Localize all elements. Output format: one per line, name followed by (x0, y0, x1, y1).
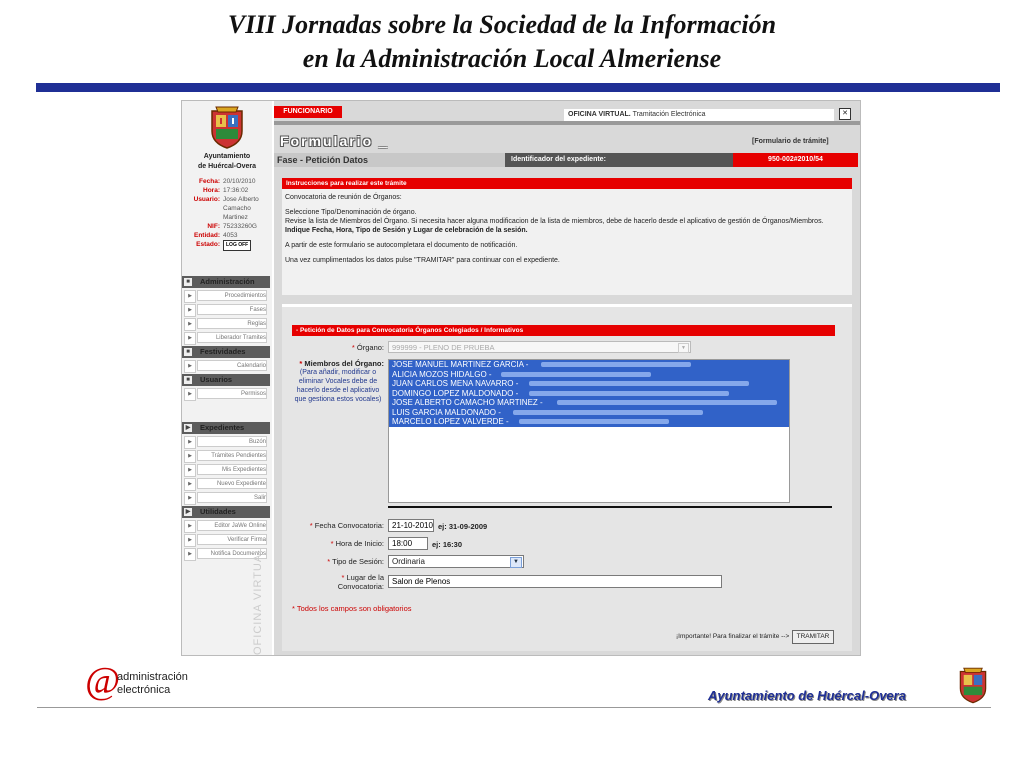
tipo-sesion-label (292, 557, 384, 566)
sidebar-item-label: Calendario (197, 360, 267, 371)
entidad-value: 4053 (223, 232, 238, 239)
required-asterisk: * (351, 343, 355, 352)
fecha-value: 20/10/2010 (223, 178, 256, 185)
instructions-header: Instrucciones para realizar este trámite (282, 178, 852, 189)
fecha-hint: ej: 31-09-2009 (438, 522, 488, 531)
list-item[interactable] (389, 417, 789, 427)
office-title-bold: OFICINA VIRTUAL. (568, 111, 631, 118)
form-panel (282, 304, 852, 651)
sidebar-item-label: Notifica Documentos (197, 548, 267, 559)
hora-hint: ej: 16:30 (432, 540, 463, 549)
tipo-sesion-value: Ordinaria (392, 557, 425, 566)
arrow-right-icon: ▶ (184, 304, 196, 317)
list-item[interactable] (389, 408, 789, 418)
municipality-line-1: Ayuntamiento (203, 153, 251, 160)
fecha-convocatoria-label-text: Fecha Convocatoria: (314, 521, 384, 530)
usuario-value: Jose Alberto Camacho Martinez (223, 196, 259, 221)
logo-line-2: electrónica (117, 684, 171, 696)
slide-title-line-1: VIII Jornadas sobre la Sociedad de la Información (227, 10, 777, 39)
organo-label (292, 343, 384, 352)
sidebar-item-label: Verificar Firma (197, 534, 267, 545)
finalize-note: ¡Importante! Para finalizar el trámite --> (676, 633, 790, 640)
arrow-right-icon: ▶ (184, 478, 196, 491)
chevron-down-icon: ▼ (510, 557, 522, 568)
title-divider-bar (36, 83, 1000, 92)
file-id-value: 950-002#2010/54 (733, 153, 858, 167)
session-info (186, 177, 270, 251)
member-name: LUIS GARCIA MALDONADO - (392, 407, 501, 417)
nif-label: NIF: (207, 223, 220, 230)
instruction-line: Indique Fecha, Hora, Tipo de Sesión y Lugar de celebración de la sesión. (285, 227, 528, 234)
lugar-input[interactable]: Salon de Plenos (388, 575, 722, 588)
list-item[interactable] (389, 360, 789, 370)
coat-of-arms-icon (208, 105, 246, 149)
office-title (564, 109, 834, 121)
footer-divider (37, 707, 991, 708)
sidebar-item-salir[interactable] (182, 492, 270, 504)
instruction-line: Convocatoria de reunión de Órganos: (285, 194, 402, 201)
arrow-right-icon: ▶ (184, 388, 196, 401)
list-item[interactable] (389, 398, 789, 408)
required-asterisk: * (327, 557, 331, 566)
arrow-right-icon: ▶ (184, 492, 196, 505)
form-title: Formulario _ (280, 133, 389, 149)
lugar-label-line-1: Lugar de la (346, 573, 384, 582)
sidebar-item-procedimientos[interactable] (182, 290, 270, 302)
list-item[interactable] (389, 389, 789, 399)
administracion-electronica-logo (85, 662, 215, 702)
sidebar-item-permisos[interactable] (182, 388, 270, 400)
tramitar-button[interactable]: TRAMITAR (792, 630, 834, 644)
member-name: JOSE MANUEL MARTINEZ GARCIA - (392, 360, 529, 369)
main-content (274, 101, 860, 655)
organo-select[interactable] (388, 341, 691, 353)
municipality-name (182, 152, 272, 172)
required-asterisk: * (299, 359, 303, 368)
miembros-help: (Para añadir, modificar o eliminar Vocales debe de hacerlo desde el aplicativo que gestiona estos vocales) (294, 369, 382, 403)
member-name: ALICIA MOZOS HIDALGO - (392, 369, 492, 379)
lugar-label (292, 573, 384, 591)
file-id-label: Identificador del expediente: (505, 153, 733, 167)
arrow-right-icon: ▶ (184, 450, 196, 463)
menu-header-usuarios[interactable] (182, 374, 270, 386)
sidebar-item-reglas[interactable] (182, 318, 270, 330)
phase-label: Fase - Petición Datos (274, 153, 507, 167)
close-icon[interactable]: ✕ (839, 108, 851, 120)
required-asterisk: * (330, 539, 334, 548)
menu-header-expedientes[interactable] (182, 422, 270, 434)
instruction-line: Seleccione Tipo/Denominación de órgano. (285, 209, 417, 216)
sidebar (182, 101, 272, 655)
sidebar-item-label: Trámites Pendientes (197, 450, 267, 461)
sidebar-item-nuevo-expediente[interactable] (182, 478, 270, 490)
sidebar-item-label: Mis Expedientes (197, 464, 267, 475)
member-name: MARCELO LOPEZ VALVERDE - (392, 417, 509, 426)
sidebar-item-buzon[interactable] (182, 436, 270, 448)
list-item[interactable] (389, 370, 789, 380)
menu-header-festividades[interactable] (182, 346, 270, 358)
coat-of-arms-icon (957, 666, 989, 704)
arrow-right-icon: ▶ (184, 520, 196, 533)
sidebar-item-label: Permisos (197, 388, 267, 399)
tipo-sesion-select[interactable] (388, 555, 524, 568)
organo-select-value: 999999 - PLENO DE PRUEBA (392, 343, 495, 352)
section-divider (388, 506, 832, 508)
arrow-right-icon: ▶ (184, 464, 196, 477)
tipo-sesion-label-text: Tipo de Sesión: (332, 557, 384, 566)
arrow-right-icon: ▶ (184, 436, 196, 449)
sidebar-item-label: Editor JaWe Online (197, 520, 267, 531)
menu-administracion (182, 276, 270, 402)
arrow-right-icon: ▶ (184, 548, 196, 561)
estado-label: Estado: (196, 241, 220, 248)
member-name: JUAN CARLOS MENA NAVARRO - (392, 379, 519, 388)
hora-value: 17:36:02 (223, 187, 249, 194)
hora-inicio-label-text: Hora de Inicio: (335, 539, 384, 548)
sidebar-item-label: Buzón (197, 436, 267, 447)
form-type: [Formulario de trámite] (752, 138, 829, 145)
menu-header-utilidades[interactable] (182, 506, 270, 518)
sidebar-watermark: OFICINA VIRTUAL (252, 546, 264, 655)
lock-icon: ■ (184, 376, 192, 384)
required-note: * Todos los campos son obligatorios (292, 604, 412, 613)
sidebar-item-label: Nuevo Expediente (197, 478, 267, 489)
menu-header-label: Festividades (200, 347, 246, 356)
required-asterisk: * (341, 573, 345, 582)
list-item[interactable] (389, 379, 789, 389)
menu-header-label: Usuarios (200, 375, 233, 384)
logo-line-1: administración (117, 671, 188, 683)
arrow-right-icon: ▶ (185, 425, 191, 431)
fecha-convocatoria-label (292, 521, 384, 530)
menu-header-label: Expedientes (200, 423, 245, 432)
section-header: - Petición de Datos para Convocatoria Órganos Colegiados / Informativos (292, 325, 835, 336)
instructions-box (282, 189, 852, 295)
menu-header-administracion[interactable] (182, 276, 270, 288)
entidad-label: Entidad: (194, 232, 220, 239)
arrow-right-icon: ▶ (184, 318, 196, 331)
menu-header-label: Administración (200, 277, 255, 286)
sidebar-item-calendario[interactable] (182, 360, 270, 372)
sidebar-item-label: Liberador Tramites (197, 332, 267, 343)
members-listbox[interactable] (388, 359, 790, 503)
application-screenshot (181, 100, 861, 656)
sidebar-item-label: Fases (197, 304, 267, 315)
chevron-down-icon: ▼ (678, 343, 689, 353)
organo-label-text: Órgano: (356, 343, 384, 352)
fecha-label: Fecha: (199, 178, 220, 185)
header-divider (274, 121, 860, 125)
arrow-right-icon: ▶ (184, 290, 196, 303)
sidebar-item-label: Procedimientos (197, 290, 267, 301)
logoff-button[interactable]: LOG OFF (223, 240, 251, 251)
hora-inicio-input[interactable]: 18:00 (388, 537, 428, 550)
usuario-label: Usuario: (193, 196, 220, 203)
hora-inicio-label (292, 539, 384, 548)
at-sign-icon: @ (85, 660, 120, 702)
instruction-line: A partir de este formulario se autocompletara el documento de notificación. (285, 242, 518, 249)
office-title-rest: Tramitación Electrónica (632, 111, 706, 118)
miembros-label-text: Miembros del Órgano: (304, 359, 384, 368)
member-name: JOSE ALBERTO CAMACHO MARTINEZ - (392, 398, 543, 407)
fecha-convocatoria-input[interactable]: 21-10-2010 (388, 519, 434, 532)
sidebar-item-mis-expedientes[interactable] (182, 464, 270, 476)
municipality-line-2: de Huércal-Overa (198, 163, 256, 170)
footer-organization: Ayuntamiento de Huércal-Overa (708, 688, 906, 703)
lock-icon: ■ (184, 278, 192, 286)
sidebar-item-label: Reglas (197, 318, 267, 329)
slide-title-line-2: en la Administración Local Almeriense (302, 44, 722, 73)
sidebar-item-label: Salir (197, 492, 267, 503)
nif-value: 75233260G (223, 223, 257, 230)
sidebar-item-liberador-tramites[interactable] (182, 332, 270, 344)
menu-header-label: Utilidades (200, 507, 236, 516)
instruction-line: Una vez cumplimentados los datos pulse "TRAMITAR" para continuar con el expediente. (285, 257, 560, 264)
member-name: DOMINGO LOPEZ MALDONADO - (392, 388, 519, 398)
required-asterisk: * (309, 521, 313, 530)
miembros-label (284, 359, 384, 404)
role-tab[interactable]: FUNCIONARIO (274, 106, 342, 118)
hora-label: Hora: (203, 187, 220, 194)
arrow-right-icon: ▶ (185, 509, 191, 515)
instruction-line: Revise la lista de Miembros del Órgano. Si necesita hacer alguna modificacion de la lista de miembros, debe de hacerlo desde el aplicativo de gestión de Órganos/Miembros. (285, 218, 824, 225)
lugar-label-line-2: Convocatoria: (337, 582, 384, 591)
arrow-right-icon: ▶ (184, 332, 196, 345)
sidebar-item-tramites-pendientes[interactable] (182, 450, 270, 462)
lock-icon: ■ (184, 348, 192, 356)
arrow-right-icon: ▶ (184, 360, 196, 373)
sidebar-item-fases[interactable] (182, 304, 270, 316)
arrow-right-icon: ▶ (184, 534, 196, 547)
